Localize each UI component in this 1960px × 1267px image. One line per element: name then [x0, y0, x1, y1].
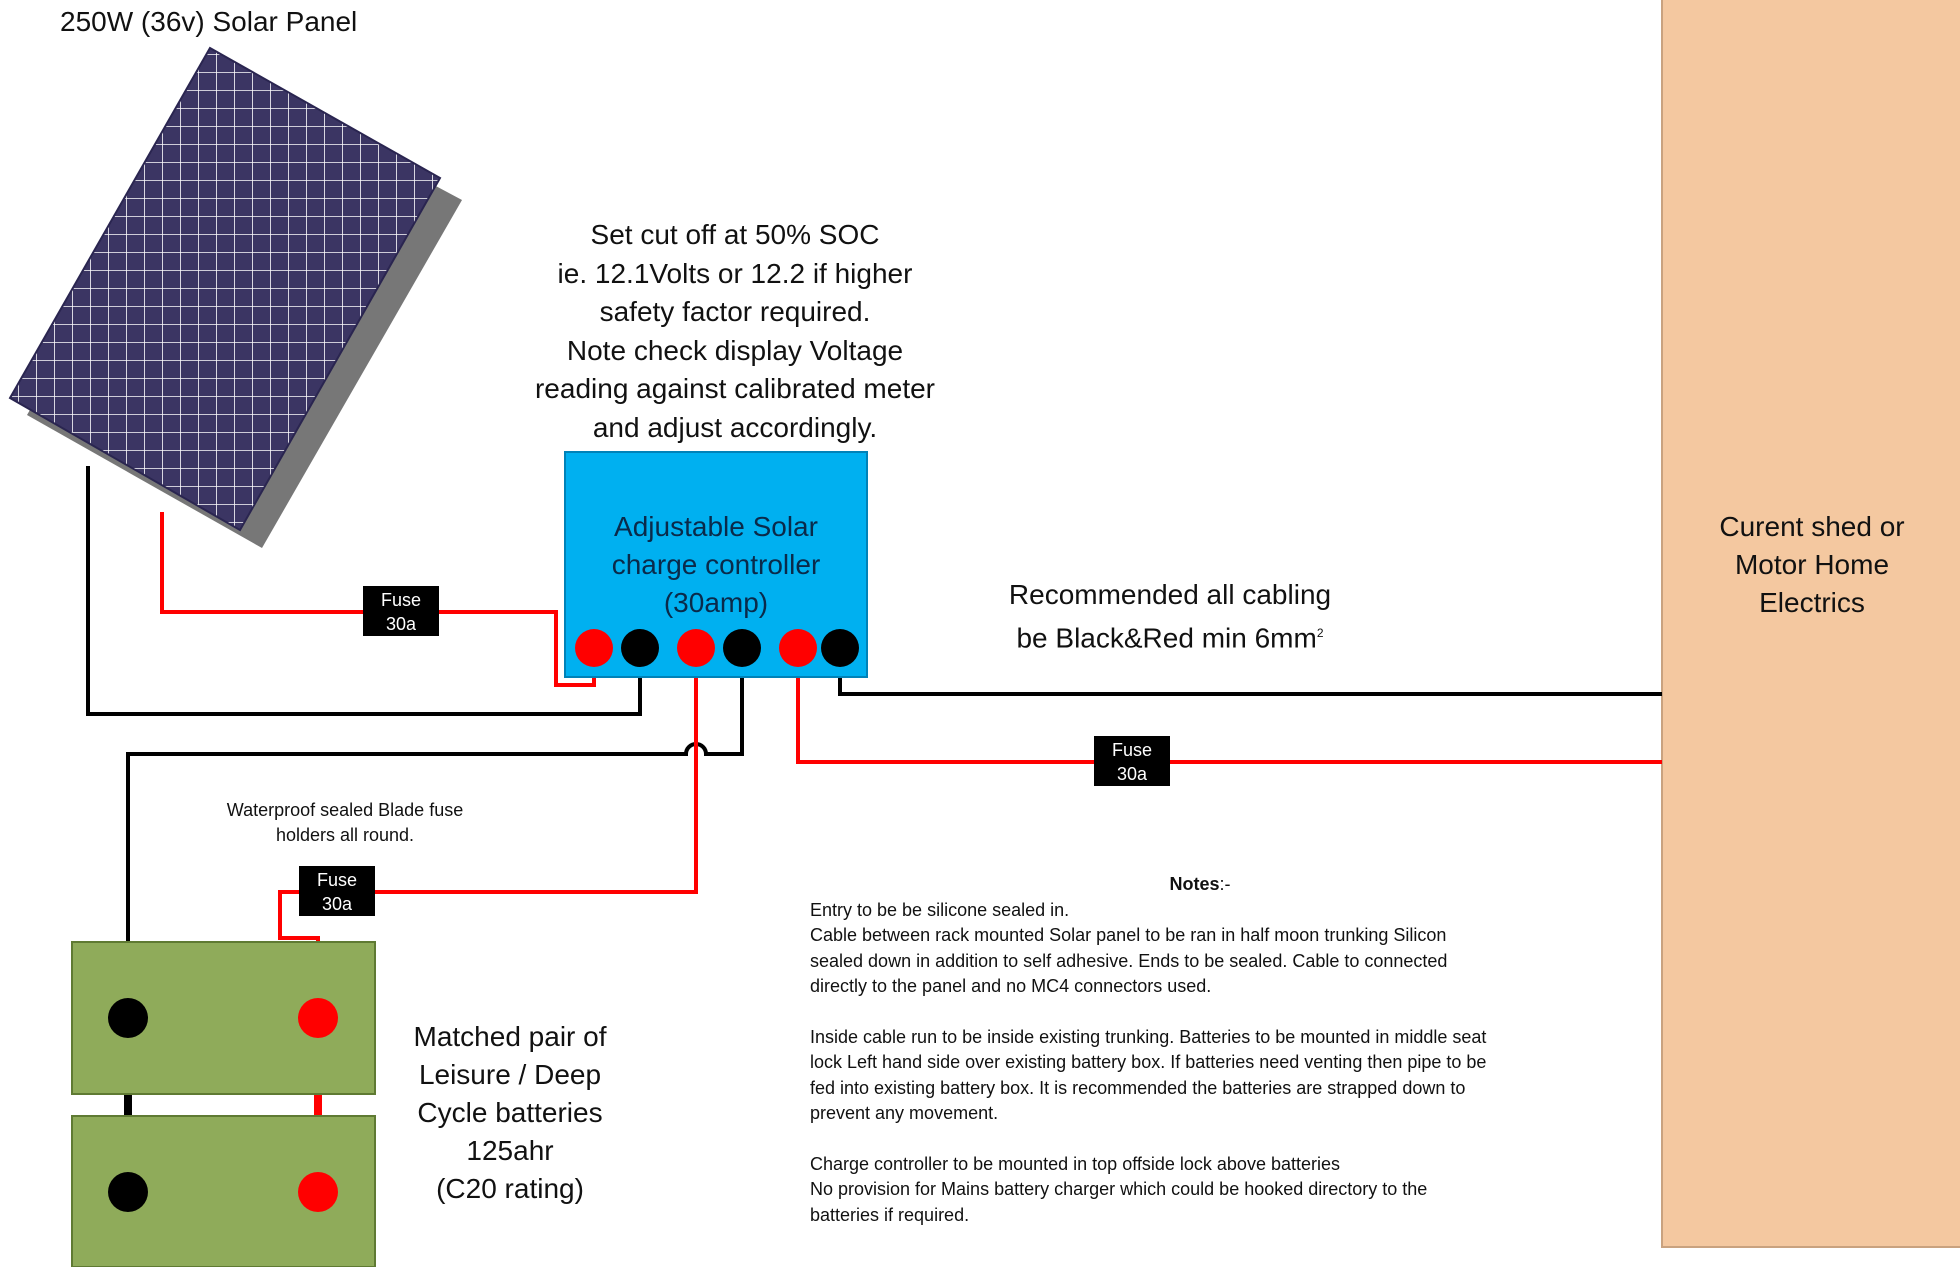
- fuse-note-line: Waterproof sealed Blade fuse: [226, 800, 464, 820]
- cabling-note-line: Recommended all cabling: [1008, 579, 1332, 610]
- notes-line: fed into existing battery box. It is recommended the batteries are strapped down to: [810, 1077, 1466, 1098]
- terminal-battery-positive: [677, 629, 715, 667]
- notes-line: batteries if required.: [810, 1204, 970, 1225]
- terminal-panel-positive: [575, 629, 613, 667]
- installation-notes: [810, 872, 1590, 1228]
- notes-line: No provision for Mains battery charger which could be hooked directory to the: [810, 1179, 1428, 1199]
- battery-label: [390, 1018, 630, 1208]
- notes-line: Inside cable run to be inside existing trunking. Batteries to be mounted in middle seat: [810, 1026, 1487, 1047]
- cutoff-note-line: reading against calibrated meter: [534, 373, 935, 404]
- notes-title-text: Notes: [1169, 874, 1220, 894]
- battery-label-line: 125ahr: [466, 1135, 554, 1166]
- notes-line: sealed down in addition to self adhesive. Ends to be sealed. Cable to connected: [810, 950, 1448, 971]
- fuse-label: Fuse: [1111, 740, 1153, 760]
- terminal-battery-negative: [723, 629, 761, 667]
- battery-label-line: Leisure / Deep: [418, 1059, 602, 1090]
- fuse-label: Fuse: [316, 870, 358, 890]
- notes-line: lock Left hand side over existing battery box. If batteries need venting then pipe to be: [810, 1052, 1487, 1072]
- notes-line: Cable between rack mounted Solar panel to be ran in half moon trunking Silicon: [810, 925, 1447, 945]
- fuse-rating: 30a: [321, 894, 353, 914]
- cabling-note: [990, 576, 1350, 657]
- notes-line: Entry to be be silicone sealed in.: [810, 899, 1070, 920]
- controller-label-line: (30amp): [663, 587, 769, 618]
- battery-top-positive-terminal: [298, 998, 338, 1038]
- solar-panel-face: [10, 48, 440, 530]
- notes-line: prevent any movement.: [810, 1103, 999, 1123]
- controller-label-line: charge controller: [611, 549, 821, 580]
- notes-spacer: [810, 1000, 1590, 1025]
- cutoff-note-line: Set cut off at 50% SOC: [590, 219, 880, 250]
- notes-line: Charge controller to be mounted in top offside lock above batteries: [810, 1153, 1340, 1174]
- cabling-note-superscript: 2: [1316, 626, 1324, 640]
- load-positive-wire: [798, 648, 1662, 762]
- charge-controller-label: [565, 508, 867, 622]
- terminal-load-negative: [821, 629, 859, 667]
- fuse-rating: 30a: [1116, 764, 1148, 784]
- notes-spacer: [810, 1127, 1590, 1152]
- battery-top-negative-terminal: [108, 998, 148, 1038]
- notes-line: directly to the panel and no MC4 connectors used.: [810, 976, 1212, 996]
- notes-title: [810, 872, 1590, 898]
- battery-label-line: (C20 rating): [436, 1173, 584, 1204]
- battery-bottom-negative-terminal: [108, 1172, 148, 1212]
- battery-bottom-positive-terminal: [298, 1172, 338, 1212]
- fuse-panel: [363, 586, 439, 636]
- controller-label-line: Adjustable Solar: [614, 511, 818, 542]
- terminal-load-positive: [779, 629, 817, 667]
- fuse-label: Fuse: [380, 590, 422, 610]
- fuse-note-line: holders all round.: [275, 825, 415, 845]
- terminal-panel-negative: [621, 629, 659, 667]
- shed-label-line: Motor Home: [1734, 549, 1890, 580]
- cutoff-note: [510, 216, 960, 447]
- fuse-rating: 30a: [385, 614, 417, 634]
- shed-label-line: Curent shed or: [1719, 511, 1905, 542]
- battery-bank: [72, 942, 375, 1267]
- cutoff-note-line: Note check display Voltage: [566, 334, 904, 366]
- shed-label-line: Electrics: [1759, 587, 1865, 618]
- fuse-battery: [299, 866, 375, 916]
- cabling-note-text: be Black&Red min 6mm: [1016, 622, 1317, 654]
- notes-title-suffix: :-: [1219, 874, 1231, 894]
- cabling-note-line: [990, 614, 1350, 657]
- battery-label-line: Matched pair of: [413, 1021, 607, 1052]
- fuse-load: [1094, 736, 1170, 786]
- cutoff-note-line: ie. 12.1Volts or 12.2 if higher: [557, 257, 913, 289]
- shed-electrics-label: [1662, 508, 1960, 622]
- solar-panel-title: 250W (36v) Solar Panel: [60, 6, 358, 37]
- notes-body: [810, 898, 1590, 1229]
- solar-panel: [10, 48, 462, 548]
- fuse-holder-note: [190, 798, 500, 848]
- shed-electrics-box: [1662, 0, 1960, 1247]
- cutoff-note-line: safety factor required.: [599, 296, 871, 327]
- cutoff-note-line: and adjust accordingly.: [592, 411, 878, 443]
- battery-label-line: Cycle batteries: [417, 1097, 603, 1128]
